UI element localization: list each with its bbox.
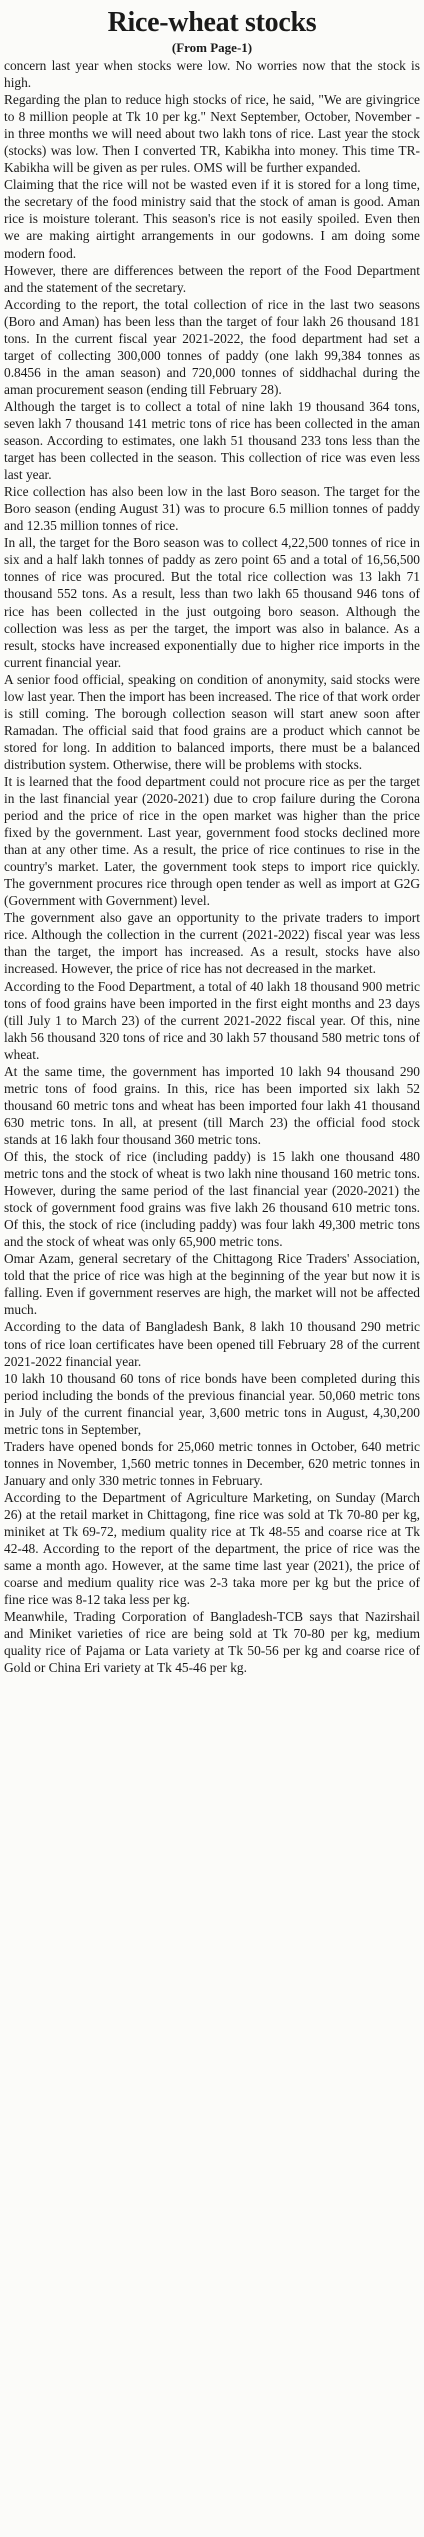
- paragraph: According to the report, the total collection of rice in the last two seasons (Boro and Aman) has been less than the target of four lakh 26 thousand 181 tons. In the current fiscal year 2021-2022, the food department had set a target of collecting 300,000 tonnes of paddy (one lakh 99,384 tonnes as 0.8456 in the aman season) and 720,000 tonnes of siddhachal during the aman procurement season (ending till February 28).: [4, 296, 420, 397]
- paragraph: Traders have opened bonds for 25,060 metric tonnes in October, 640 metric tonnes in November, 1,560 metric tonnes in December, 620 metric tonnes in January and only 330 metric tonnes in February.: [4, 1438, 420, 1488]
- article-headline: Rice-wheat stocks: [107, 7, 317, 38]
- paragraph: Of this, the stock of rice (including paddy) is 15 lakh one thousand 480 metric tons and the stock of wheat is two lakh nine thousand 160 metric tons. However, during the same period of the last financial year (2020-2021) the stock of government food grains was five lakh 26 thousand 610 metric tons. Of this, the stock of rice (including paddy) was four lakh 49,300 metric tons and the stock of wheat was only 65,900 metric tons.: [4, 1149, 420, 1250]
- paragraph: Regarding the plan to reduce high stocks of rice, he said, "We are givingrice to 8 million people at Tk 10 per kg." Next September, October, November - in three months we will need about two lakh tons of rice. Last year the stock (stocks) was low. Then I converted TR, Kabikha into money. This time TR-Kabikha will be given as per rules. OMS will be further expanded.: [4, 92, 420, 176]
- paragraph: Meanwhile, Trading Corporation of Bangladesh-TCB says that Nazirshail and Miniket varieties of rice are being sold at Tk 70-80 per kg, medium quality rice of Pajama or Lata variety at Tk 50-56 per kg and coarse rice of Gold or China Eri variety at Tk 45-46 per kg.: [4, 1609, 420, 1676]
- paragraph: Although the target is to collect a total of nine lakh 19 thousand 364 tons, seven lakh 7 thousand 141 metric tons of rice has been collected in the aman season. According to estimates, one lakh 51 thousand 233 tons less than the target has been collected in the season. This collection of rice was even less last year.: [4, 398, 420, 483]
- paragraph: At the same time, the government has imported 10 lakh 94 thousand 290 metric tons of food grains. In this, rice has been imported six lakh 52 thousand 60 metric tons and wheat has been imported four lakh 41 thousand 630 metric tons. In all, at present (till March 23) the official food stock stands at 16 lakh four thousand 360 metric tons.: [4, 1063, 420, 1147]
- paragraph: According to the Department of Agriculture Marketing, on Sunday (March 26) at the retail market in Chittagong, fine rice was sold at Tk 70-80 per kg, miniket at Tk 69-72, medium quality rice at Tk 48-55 and coarse rice at Tk 42-48. According to the report of the department, the price of rice was the same a month ago. However, at the same time last year (2021), the price of coarse and medium quality rice was 2-3 taka more per kg but the price of fine rice was 8-12 taka less per kg.: [4, 1489, 420, 1608]
- paragraph: The government also gave an opportunity to the private traders to import rice. Although the collection in the current (2021-2022) fiscal year was less than the target, the import has increased. As a result, stocks have also increased. However, the price of rice has not decreased in the market.: [4, 910, 420, 977]
- continuation-marker: (From Page-1): [171, 40, 253, 55]
- paragraph: 10 lakh 10 thousand 60 tons of rice bonds have been completed during this period including the bonds of the previous financial year. 50,060 metric tons in July of the current financial year, 3,600 metric tons in August, 4,30,200 metric tons in September,: [4, 1370, 420, 1437]
- paragraph: concern last year when stocks were low. No worries now that the stock is high.: [4, 58, 420, 91]
- paragraph: In all, the target for the Boro season was to collect 4,22,500 tonnes of rice in six and a half lakh tonnes of paddy as zero point 65 and a total of 16,56,500 tonnes of rice was procured. But the total rice collection was 13 lakh 71 thousand 552 tons. As a result, less than two lakh 65 thousand 946 tons of rice has been collected in the just outgoing boro season. Although the collection was less as per the target, the import was also in balance. As a result, stocks have increased exponentially due to higher rice imports in the current financial year.: [4, 535, 420, 670]
- paragraph: According to the data of Bangladesh Bank, 8 lakh 10 thousand 290 metric tons of rice loan certificates have been opened till February 28 of the current 2021-2022 financial year.: [4, 1319, 420, 1369]
- paragraph: Rice collection has also been low in the last Boro season. The target for the Boro season (ending August 31) was to procure 6.5 million tonnes of paddy and 12.35 million tonnes of rice.: [4, 484, 420, 534]
- article-body: [4, 57, 420, 1676]
- paragraph: According to the Food Department, a total of 40 lakh 18 thousand 900 metric tons of food grains have been imported in the first eight months and 23 days (till July 1 to March 23) of the current 2021-2022 fiscal year. Of this, nine lakh 56 thousand 320 tons of rice and 30 lakh 57 thousand 580 metric tons of wheat.: [4, 978, 420, 1062]
- paragraph: However, there are differences between the report of the Food Department and the statement of the secretary.: [4, 262, 420, 295]
- paragraph: A senior food official, speaking on condition of anonymity, said stocks were low last year. Then the import has been increased. The rice of that work order is still coming. The borough collection season will start anew soon after Ramadan. The official said that food grains are a product which cannot be stored for long. In addition to balanced imports, there must be a balanced distribution system. Otherwise, there will be problems with stocks.: [4, 671, 420, 772]
- paragraph: Claiming that the rice will not be wasted even if it is stored for a long time, the secretary of the food ministry said that the stock of aman is good. Aman rice is moisture tolerant. This season's rice is not easily spoiled. Even then we are making airtight arrangements in our godowns. I am doing some modern food.: [4, 177, 420, 261]
- paragraph: Omar Azam, general secretary of the Chittagong Rice Traders' Association, told that the price of rice was high at the beginning of the year but now it is falling. Even if government reserves are high, the market will not be affected much.: [4, 1251, 420, 1318]
- paragraph: It is learned that the food department could not procure rice as per the target in the last financial year (2020-2021) due to crop failure during the Corona period and the price of rice in the open market was higher than the price fixed by the government. Last year, government food stocks declined more than at any other time. As a result, the price of rice continues to rise in the country's market. Later, the government took steps to import rice quickly. The government procures rice through open tender as well as import at G2G (Government with Government) level.: [4, 773, 420, 909]
